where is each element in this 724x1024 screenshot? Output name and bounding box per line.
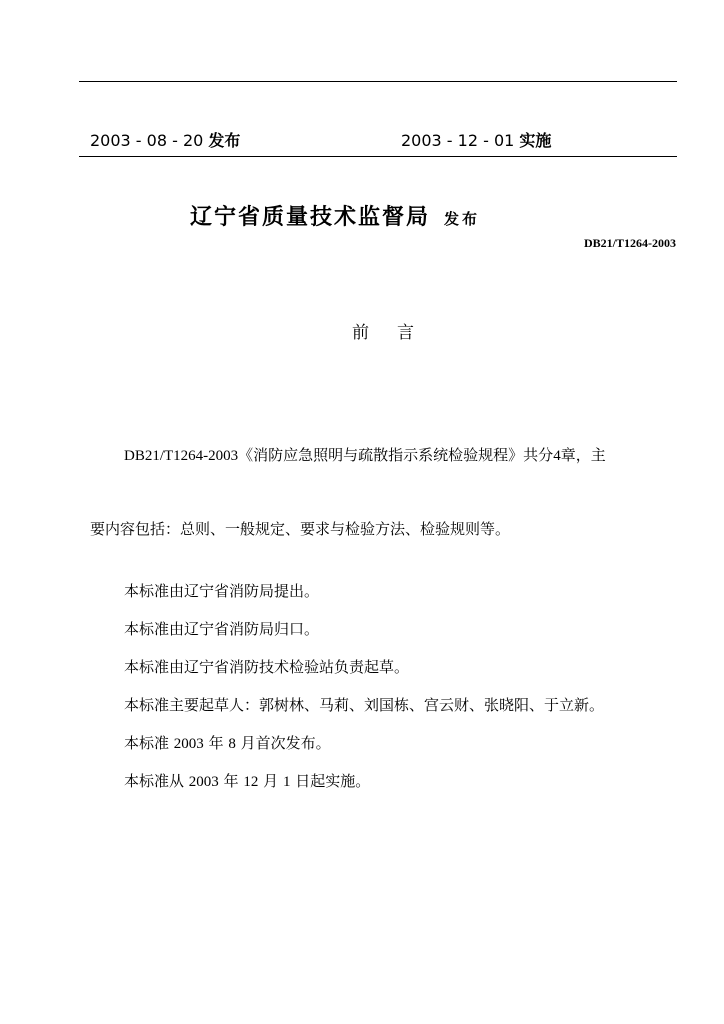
- intro-text: 《消防应急照明与疏散指示系统检验规程》共分: [238, 446, 554, 464]
- line-first-published: [124, 732, 331, 753]
- line-managed: 本标准由辽宁省消防局归口。: [124, 620, 320, 638]
- first-pub-text-c: 月首次发布。: [240, 734, 331, 752]
- effective-text-d: 日起实施。: [295, 772, 371, 790]
- effective-text-c: 月: [263, 772, 279, 790]
- intro-paragraph-line1: [124, 444, 606, 465]
- first-pub-text-b: 年: [208, 734, 224, 752]
- first-pub-month: 8: [228, 736, 236, 752]
- effective-day: 1: [282, 774, 291, 790]
- intro-tail: 章，主: [560, 446, 606, 464]
- issuer-name: 辽宁省质量技术监督局: [190, 205, 431, 230]
- standard-number: DB21/T1264-2003: [583, 236, 676, 250]
- implement-label: 实施: [519, 131, 552, 150]
- implement-date: 2003 - 12 - 01: [401, 131, 515, 150]
- implement-date-line: [401, 128, 551, 151]
- publish-label: 发布: [208, 131, 241, 150]
- preface-title-part2: 言: [397, 323, 416, 343]
- intro-chapter-count: 4: [553, 448, 561, 464]
- effective-text-a: 本标准从: [124, 772, 185, 790]
- first-pub-text-a: 本标准: [124, 734, 170, 752]
- line-drafted: 本标准由辽宁省消防技术检验站负责起草。: [124, 658, 410, 676]
- top-rule: [79, 81, 677, 82]
- intro-paragraph-line2: 要内容包括：总则、一般规定、要求与检验方法、检验规则等。: [90, 520, 511, 538]
- middle-rule: [79, 156, 677, 157]
- line-proposed: 本标准由辽宁省消防局提出。: [124, 582, 320, 600]
- first-pub-year: 2003: [173, 736, 204, 752]
- publish-date: 2003 - 08 - 20: [90, 131, 204, 150]
- effective-text-b: 年: [223, 772, 239, 790]
- effective-year: 2003: [188, 774, 219, 790]
- intro-code: DB21/T1264-2003: [124, 448, 239, 464]
- preface-title-part1: 前: [352, 323, 371, 343]
- publish-date-line: [90, 128, 240, 151]
- issuer-suffix: 发布: [444, 210, 481, 228]
- preface-title: [352, 318, 416, 343]
- effective-month: 12: [243, 774, 259, 790]
- line-drafters: 本标准主要起草人：郭树林、马莉、刘国栋、宫云财、张晓阳、于立新。: [124, 696, 605, 714]
- line-effective: [124, 770, 370, 791]
- issuer-line: [190, 200, 480, 231]
